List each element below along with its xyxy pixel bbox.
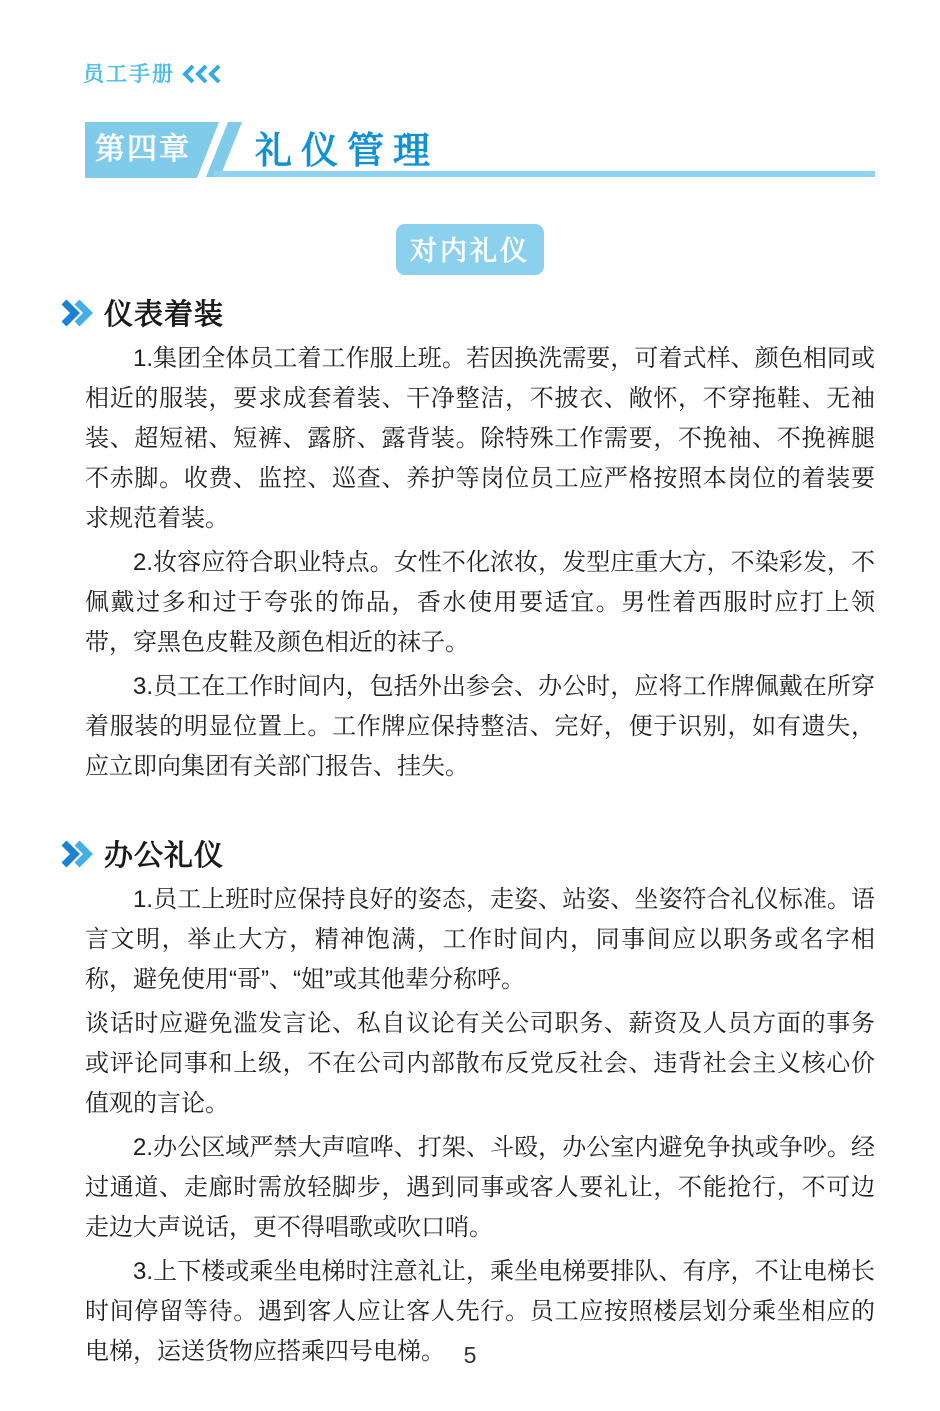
page-content [0,292,940,1372]
paragraph: 3.上下楼或乘坐电梯时注意礼让，乘坐电梯要排队、有序，不让电梯长时间停留等待。遇到客人应让客人先行。员工应按照楼层划分乘坐相应的电梯，运送货物应搭乘四号电梯。 [85,1258,875,1365]
paragraph: 1.集团全体员工着工作服上班。若因换洗需要，可着式样、颜色相同或相近的服装，要求成套着装、干净整洁，不披衣、敞怀，不穿拖鞋、无袖装、超短裙、短裤、露脐、露背装。除特殊工作需要，不挽袖、不挽裤腿不赤脚。收费、监控、巡查、养护等岗位员工应严格按照本岗位的着装要求规范着装。 [85,345,875,532]
section-heading-office [60,833,940,874]
paragraph: 2.办公区域严禁大声喧哗、打架、斗殴，办公室内避免争执或争吵。经过通道、走廊时需放轻脚步，遇到同事或客人要礼让，不能抢行，不可边走边大声说话，更不得唱歌或吹口哨。 [85,1134,875,1241]
paragraph: 谈话时应避免滥发言论、私自议论有关公司职务、薪资及人员方面的事务或评论同事和上级，不在公司内部散布反党反社会、违背社会主义核心价值观的言论。 [85,1010,875,1117]
page-number: 5 [463,1342,477,1368]
document-header [83,58,223,88]
handbook-title: 员工手册 [83,63,175,86]
section-title: 仪表着装 [104,299,225,331]
subsection-pill-wrap [0,224,940,275]
subsection-pill: 对内礼仪 [396,224,544,275]
double-right-chevron-icon [60,299,93,327]
double-right-chevron-icon [60,840,93,868]
paragraph: 2.妆容应符合职业特点。女性不化浓妆，发型庄重大方，不染彩发，不佩戴过多和过于夸张的饰品，香水使用要适宜。男性着西服时应打上领带，穿黑色皮鞋及颜色相近的袜子。 [85,549,875,656]
chapter-banner [0,122,940,182]
paragraph: 1.员工上班时应保持良好的姿态，走姿、站姿、坐姿符合礼仪标准。语言文明，举止大方，精神饱满，工作时间内，同事间应以职务或名字相称，避免使用“哥”、“姐”或其他辈分称呼。 [85,886,875,993]
paragraph: 3.员工在工作时间内，包括外出参会、办公时，应将工作牌佩戴在所穿着服装的明显位置上。工作牌应保持整洁、完好，便于识别，如有遗失，应立即向集团有关部门报告、挂失。 [85,673,875,780]
chapter-number-badge: 第四章 [95,133,191,166]
section-heading-appearance [60,292,940,333]
triple-left-chevron-icon [181,64,223,84]
chapter-title: 礼仪管理 [255,130,439,171]
section-title: 办公礼仪 [104,840,225,872]
